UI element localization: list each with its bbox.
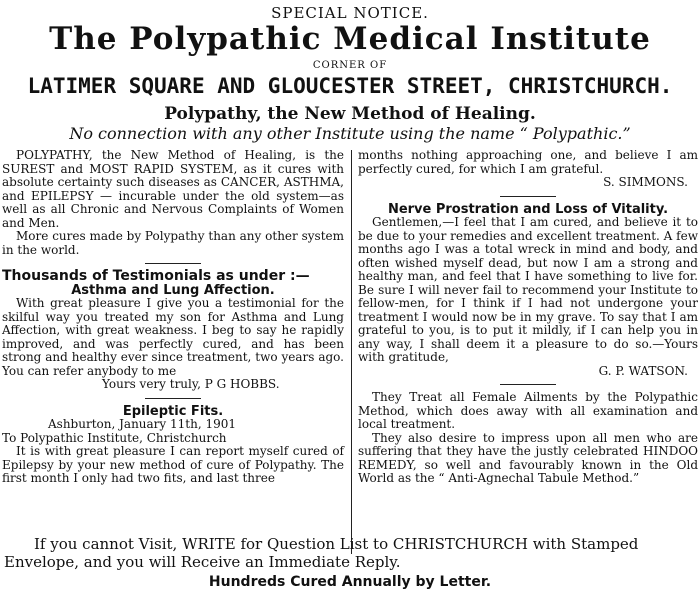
special-notice: SPECIAL NOTICE.: [271, 4, 429, 22]
asthma-testimonial: With great pleasure I give you a testimonial for the skilful way you treated my son for Asthma and Lung Affection, with great weakness. I beg to say he rapidly improved, and was perfectly cured, and has been strong and healthy ever since treatment, two years ago. You can refer anybody to me: [2, 296, 344, 378]
divider-rule: [500, 384, 556, 385]
footer-line-1: If you cannot Visit, WRITE for Question List to CHRISTCHURCH with Stamped: [34, 535, 639, 553]
address-line: LATIMER SQUARE AND GLOUCESTER STREET, CHRISTCHURCH.: [27, 74, 673, 98]
epileptic-heading: Epileptic Fits.: [122, 403, 224, 419]
subtitle: Polypathy, the New Method of Healing.: [164, 104, 536, 124]
page-title: The Polypathic Medical Institute: [49, 21, 651, 57]
epileptic-testimonial: It is with great pleasure I can report myself cured of Epilepsy by your new method of cure of Polypathy. The first month I only had two fits, and last three: [2, 444, 344, 485]
corner-of-label: CORNER OF: [312, 60, 388, 71]
divider-rule: [145, 263, 201, 264]
nerve-signature: G. P. WATSON.: [598, 363, 688, 378]
continued-signature: S. SIMMONS.: [603, 175, 688, 189]
asthma-heading: Asthma and Lung Affection.: [71, 282, 275, 298]
hindoo-remedy-text: They also desire to impress upon all men who are suffering that they have the justly celebrated HINDOO REMEDY, so well and favourably known in the Old World as the “ Anti-Agnechal Tabule Method.”: [358, 430, 698, 485]
intro-paragraph-2: More cures made by Polypathy than any other system in the world.: [2, 229, 344, 257]
right-column: [358, 149, 698, 486]
footer-line-2: Envelope, and you will Receive an Immediate Reply.: [4, 553, 401, 571]
asthma-signature: Yours very truly, P G HOBBS.: [102, 377, 280, 391]
divider-rule: [500, 196, 556, 197]
nerve-testimonial: Gentlemen,—I feel that I am cured, and believe it to be due to your remedies and excellent treatment. A few months ago I was a total wreck in mind and body, and often wished myself dead, but now I am a strong and healthy man, and feel that I have something to live for. Be sure I will never fail to recommend your Institute to fellow-men, for I think if I had not undergone your treatment I would now be in my grave. To say that I am grateful to you, is to put it mildly, if I can help you in any way, I shall deem it a pleasure to do so.—Yours with gratitude,: [358, 215, 698, 364]
testimonials-heading: Thousands of Testimonials as under :—: [2, 268, 310, 284]
female-ailments-text: They Treat all Female Ailments by the Polypathic Method, which does away with all examination and local treatment.: [358, 390, 698, 431]
no-connection-note: No connection with any other Institute using the name “ Polypathic.”: [69, 124, 631, 143]
epileptic-addressee: To Polypathic Institute, Christchurch: [2, 430, 227, 445]
footer: [0, 535, 700, 571]
nerve-heading: Nerve Prostration and Loss of Vitality.: [387, 201, 669, 217]
column-divider: [351, 150, 352, 554]
epileptic-dateline: Ashburton, January 11th, 1901: [48, 417, 236, 431]
divider-rule: [145, 398, 201, 399]
footer-last-line: Hundreds Cured Annually by Letter.: [208, 574, 492, 590]
intro-paragraph: POLYPATHY, the New Method of Healing, is the SUREST and MOST RAPID SYSTEM, as it cures with absolute certainty such diseases as CANCER, ASTHMA, and EPILEPSY — incurable under the old system—as well as all Chronic and Nervous Complaints of Women and Men.: [2, 148, 344, 230]
left-column: [2, 149, 344, 486]
continued-testimonial: months nothing approaching one, and believe I am perfectly cured, for which I am grateful.: [358, 148, 698, 176]
